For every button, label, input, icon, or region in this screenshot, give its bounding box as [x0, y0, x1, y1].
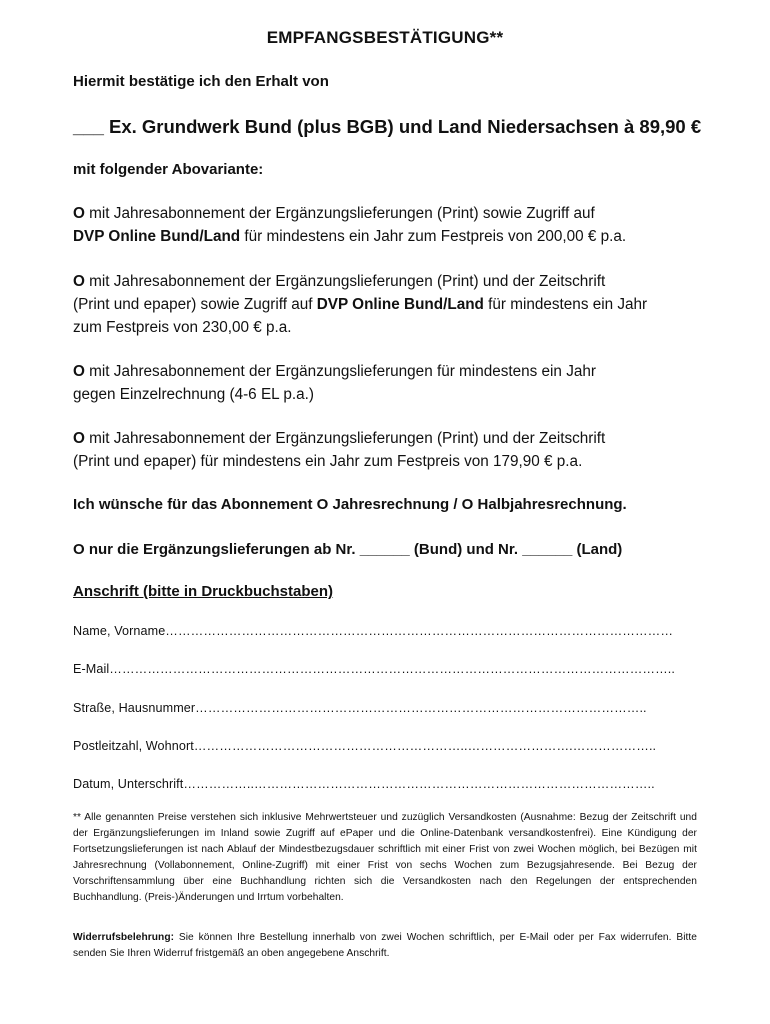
- option-2-product: DVP Online Bund/Land: [316, 296, 484, 313]
- option-2-line-2: [73, 293, 647, 316]
- postal-city-field[interactable]: Postleitzahl, Wohnort………………………………………………………..…………………….………………..: [73, 739, 657, 753]
- option-4-checkbox[interactable]: O: [73, 430, 85, 447]
- option-2-text-2: (Print und epaper) sowie Zugriff auf: [73, 296, 317, 313]
- option-1-line-2: [73, 225, 626, 248]
- price-footnote: ** Alle genannten Preise verstehen sich inklusive Mehrwertsteuer und zuzüglich Versandkosten (Ausnahme: Bezug der Zeitschrift und der Ergänzungslieferungen im Inland sowie Zugriff auf ePaper und die Online-Datenbank versandkostenfrei). Eine Kündigung der Fortsetzungslieferungen ist nach Ablauf der Mindestbezugsdauer schriftlich mit einer Frist von zwei Wochen möglich, bei Bezügen mit Jahresrechnung (Vollabonnement, Online-Zugriff) mit einer Frist von sechs Wochen zum Bezugsjahresende. Bei Bezug der Vorschriftensammlung über eine Buchhandlung richten sich die Versandkosten nach den Regelungen der entsprechenden Buchhandlung. (Preis-)Änderungen und Irrtum vorbehalten.: [73, 812, 697, 903]
- intro-text: Hiermit bestätige ich den Erhalt von: [73, 73, 329, 90]
- option-2-line-1: [73, 270, 647, 293]
- option-2-checkbox[interactable]: O: [73, 273, 85, 290]
- option-3-text: mit Jahresabonnement der Ergänzungslieferungen für mindestens ein Jahr: [84, 363, 596, 380]
- option-4-line-2: (Print und epaper) für mindestens ein Jahr zum Festpreis von 179,90 € p.a.: [73, 453, 583, 470]
- option-4-text: mit Jahresabonnement der Ergänzungslieferungen (Print) und der Zeitschrift: [84, 430, 606, 447]
- option-2: [73, 270, 647, 339]
- withdrawal-notice: [73, 930, 697, 962]
- option-3-checkbox[interactable]: O: [73, 363, 85, 380]
- supplement-line[interactable]: O nur die Ergänzungslieferungen ab Nr. ______ (Bund) und Nr. ______ (Land): [73, 541, 623, 558]
- product-line: ___ Ex. Grundwerk Bund (plus BGB) und Land Niedersachsen à 89,90 €: [73, 116, 702, 137]
- option-2-text-3: für mindestens ein Jahr: [483, 296, 648, 313]
- option-1-line-1: [73, 202, 626, 225]
- option-1-product: DVP Online Bund/Land: [73, 228, 241, 245]
- variant-heading: mit folgender Abovariante:: [73, 161, 264, 178]
- option-3-line-2: gegen Einzelrechnung (4-6 EL p.a.): [73, 386, 314, 403]
- date-signature-field[interactable]: Datum, Unterschrift……………..…………………………………………………………………………………..: [73, 777, 655, 791]
- option-2-text: mit Jahresabonnement der Ergänzungslieferungen (Print) und der Zeitschrift: [84, 273, 606, 290]
- option-2-line-3: zum Festpreis von 230,00 € p.a.: [73, 319, 292, 336]
- option-3-line-1: [73, 360, 596, 383]
- billing-line[interactable]: Ich wünsche für das Abonnement O Jahresrechnung / O Halbjahresrechnung.: [73, 496, 627, 513]
- email-field[interactable]: E-Mail……………………………………………………………………………………………………………………..: [73, 662, 676, 676]
- option-1: [73, 202, 626, 248]
- option-3: [73, 360, 596, 406]
- street-field[interactable]: Straße, Hausnummer……………………………………………………………………………………………..: [73, 701, 647, 715]
- withdrawal-text: Sie können Ihre Bestellung innerhalb von zwei Wochen schriftlich, per E-Mail oder per Fax widerrufen. Bitte senden Sie Ihren Widerruf fristgemäß an oben angegebene Anschrift.: [73, 932, 697, 959]
- option-1-checkbox[interactable]: O: [73, 205, 85, 222]
- withdrawal-label: Widerrufsbelehrung:: [73, 932, 175, 943]
- option-1-text: mit Jahresabonnement der Ergänzungslieferungen (Print) sowie Zugriff auf: [84, 205, 595, 222]
- document-title: EMPFANGSBESTÄTIGUNG**: [266, 28, 504, 47]
- name-field[interactable]: Name, Vorname…………………………………………………………………………………………………………: [73, 624, 674, 638]
- option-4: [73, 427, 605, 473]
- option-1-price: für mindestens ein Jahr zum Festpreis von 200,00 € p.a.: [240, 228, 627, 245]
- address-heading: Anschrift (bitte in Druckbuchstaben): [73, 583, 334, 600]
- option-4-line-1: [73, 427, 605, 450]
